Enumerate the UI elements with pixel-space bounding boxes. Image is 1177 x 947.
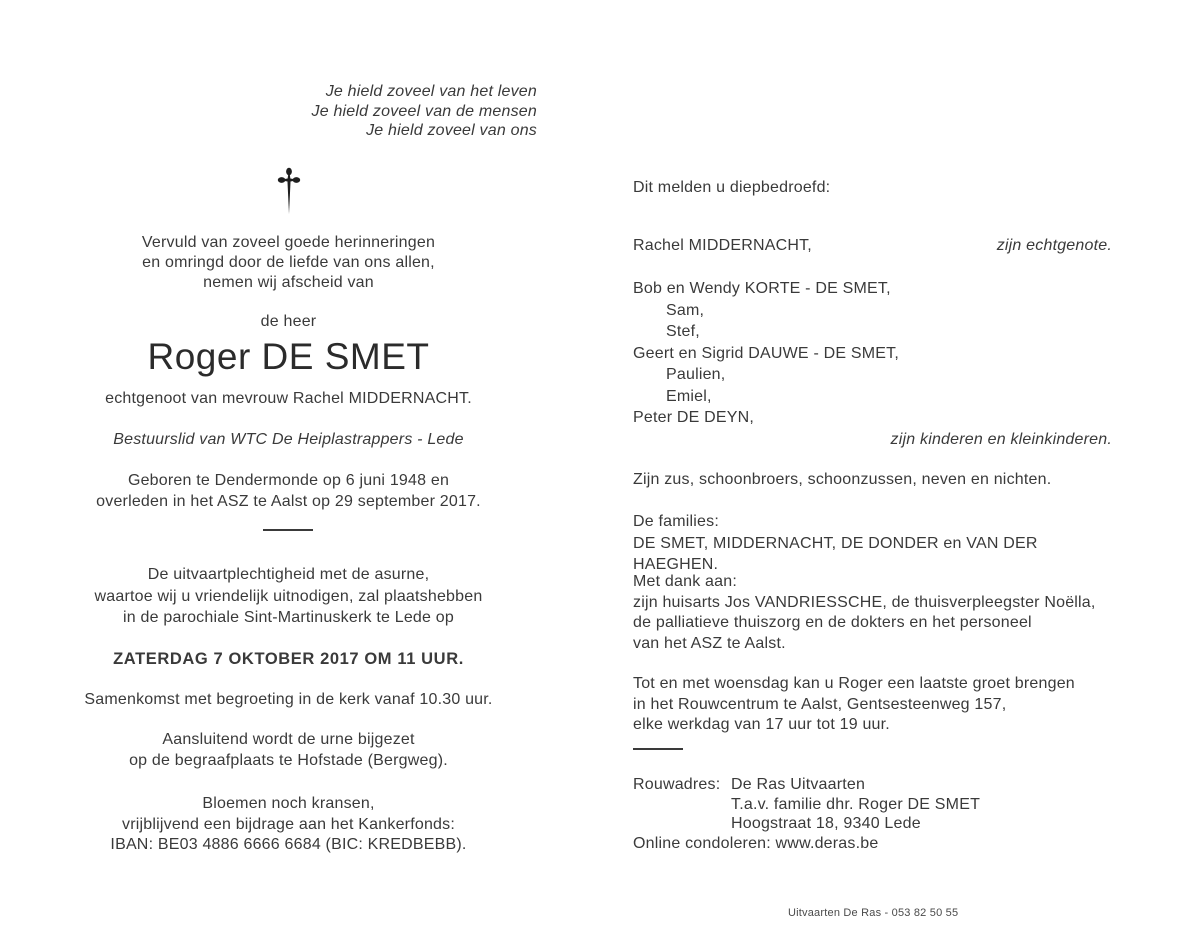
online-condolence-line: Online condoleren: www.deras.be [633,835,879,853]
grandchild-line: Stef, [666,323,700,340]
section-divider [633,748,683,750]
ceremony-line: in de parochiale Sint-Martinuskerk te Lede op [123,609,454,626]
families-names: DE SMET, MIDDERNACHT, DE DONDER en VAN DER HAEGHEN. [633,534,1038,573]
thanks-line: Met dank aan: [633,573,737,590]
ceremony-announcement [40,564,537,629]
spouse-line: echtgenoot van mevrouw Rachel MIDDERNACHT. [105,390,472,407]
bereaved-announcement: Dit melden u diepbedroefd: [633,179,831,196]
mourning-address-line: Hoogstraat 18, 9340 Lede [731,815,921,833]
life-dates [40,470,537,512]
visitation-line: in het Rouwcentrum te Aalst, Gentsesteenweg 157, [633,695,1007,713]
salutation: de heer [260,313,317,330]
families-label: De families: [633,513,719,530]
thanks-line: zijn huisarts Jos VANDRIESSCHE, de thuisverpleegster Noëlla, [633,593,1096,611]
visitation-block [633,674,1112,736]
intro-line: nemen wij afscheid van [203,274,374,291]
burial-line: Aansluitend wordt de urne bijgezet [162,731,415,748]
child-line: Geert en Sigrid DAUWE - DE SMET, [633,344,900,362]
verse-line: Je hield zoveel van de mensen [311,102,537,120]
widow-relation: zijn echtgenote. [996,237,1112,254]
thanks-line: van het ASZ te Aalst. [633,634,786,652]
memorial-verse [40,82,537,141]
ceremony-line: waartoe wij u vriendelijk uitnodigen, zal plaatshebben [94,587,483,605]
mourning-address-label: Rouwadres: [633,776,721,793]
thanks-line: de palliatieve thuiszorg en de dokters en het personeel [633,614,1032,631]
verse-line: Je hield zoveel van ons [366,122,537,139]
grandchild-line: Emiel, [666,387,712,405]
child-line: Peter DE DEYN, [633,409,755,426]
deceased-name: Roger DE SMET [147,336,430,377]
death-line: overleden in het ASZ te Aalst op 29 september 2017. [96,493,481,510]
grandchild-line: Paulien, [666,366,726,383]
flowers-line: Bloemen noch kransen, [202,795,375,812]
flowers-donation-info [40,794,537,856]
children-relation: zijn kinderen en kleinkinderen. [890,430,1112,448]
ceremony-line: De uitvaartplechtigheid met de asurne, [147,566,430,583]
siblings-line: Zijn zus, schoonbroers, schoonzussen, neven en nichten. [633,471,1052,488]
funeral-home-footer: Uitvaarten De Ras - 053 82 50 55 [788,907,959,919]
families-block [633,511,1112,576]
ceremony-date: ZATERDAG 7 OKTOBER 2017 OM 11 UUR. [113,650,464,668]
child-line: Bob en Wendy KORTE - DE SMET, [633,280,891,297]
burial-line: op de begraafplaats te Hofstade (Bergweg). [129,751,448,769]
children-list [633,278,1112,450]
membership-line: Bestuurslid van WTC De Heiplastrappers - Lede [113,431,464,448]
widow-row [633,236,1112,257]
farewell-intro [40,233,537,293]
intro-line: Vervuld van zoveel goede herinneringen [141,234,436,251]
mourning-address-line: T.a.v. familie dhr. Roger DE SMET [731,795,981,813]
intro-line: en omringd door de liefde van ons allen, [142,254,435,271]
section-divider [263,529,313,531]
grandchild-line: Sam, [666,301,705,319]
cross-symbol [40,166,537,221]
cross-icon [277,166,301,216]
burial-info [40,730,537,771]
mourning-address-block [633,775,1112,854]
widow-name: Rachel MIDDERNACHT, [633,237,812,254]
flowers-line: vrijblijvend een bijdrage aan het Kankerfonds: [122,815,455,833]
gathering-line: Samenkomst met begroeting in de kerk vanaf 10.30 uur. [84,691,493,708]
iban-line: IBAN: BE03 4886 6666 6684 (BIC: KREDBEBB). [110,836,467,853]
mourning-address-line: De Ras Uitvaarten [731,776,866,793]
thanks-block [633,572,1112,654]
birth-line: Geboren te Dendermonde op 6 juni 1948 en [127,472,450,489]
visitation-line: Tot en met woensdag kan u Roger een laatste groet brengen [633,675,1075,692]
verse-line: Je hield zoveel van het leven [325,83,537,100]
visitation-line: elke werkdag van 17 uur tot 19 uur. [633,716,890,733]
